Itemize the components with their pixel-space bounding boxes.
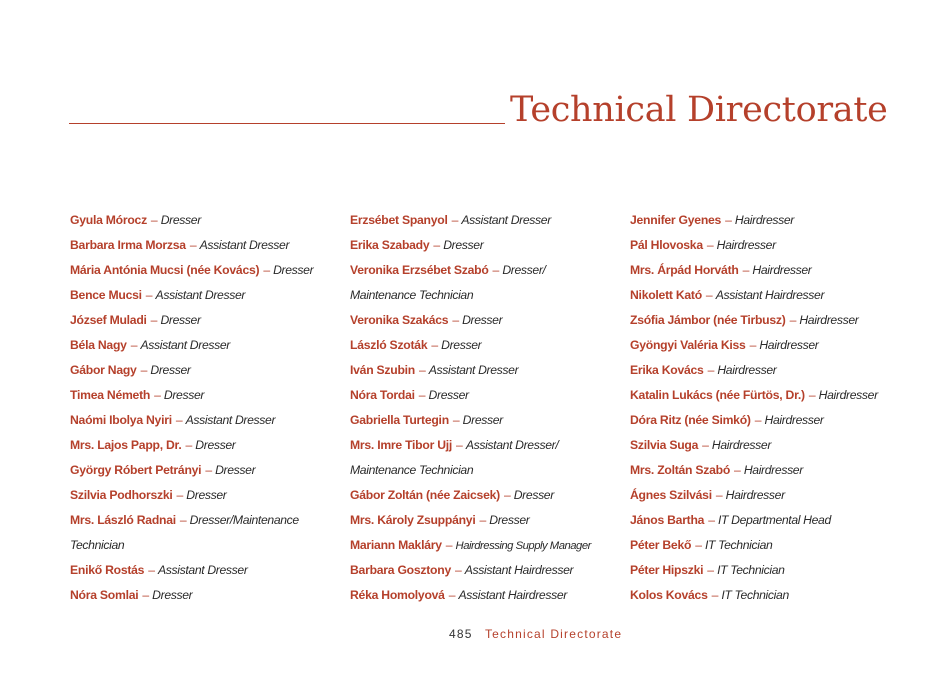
staff-entry <box>630 233 900 258</box>
separator-dash: – <box>503 488 511 502</box>
staff-role: IT Departmental Head <box>718 513 831 527</box>
staff-name: Katalin Lukács (née Fürtös, Dr.) <box>630 388 805 402</box>
staff-role: Assistant Dresser/ <box>465 438 559 452</box>
staff-entry <box>630 483 900 508</box>
separator-dash: – <box>734 463 741 477</box>
staff-name: Mária Antónia Mucsi (née Kovács) <box>70 263 260 277</box>
staff-role: Hairdresser <box>759 338 819 352</box>
staff-role: Hairdresser <box>752 263 812 277</box>
separator-dash: – <box>130 338 138 352</box>
staff-role: Hairdresser <box>818 388 878 402</box>
staff-role: Dresser <box>273 263 314 277</box>
staff-entry <box>70 508 340 533</box>
separator-dash: – <box>452 313 460 327</box>
separator-dash: – <box>725 213 732 227</box>
staff-name: Timea Németh <box>70 388 151 402</box>
staff-entry <box>630 433 900 458</box>
staff-name: Nikolett Kató <box>630 288 702 302</box>
staff-role: Dresser/Maintenance <box>189 513 299 527</box>
separator-dash: – <box>176 488 184 502</box>
staff-role: Dresser <box>163 388 205 402</box>
staff-entry <box>350 233 620 258</box>
staff-name: Gábor Zoltán (née Zaicsek) <box>350 488 500 502</box>
staff-entry <box>350 408 620 433</box>
staff-name: Pál Hlovoska <box>630 238 703 252</box>
staff-name: Zsófia Jámbor (née Tirbusz) <box>630 313 786 327</box>
separator-dash: – <box>431 338 439 352</box>
staff-role: Hairdresser <box>711 438 772 452</box>
separator-dash: – <box>708 513 715 527</box>
separator-dash: – <box>707 563 715 577</box>
separator-dash: – <box>742 263 750 277</box>
staff-entry <box>630 358 900 383</box>
staff-entry <box>350 458 620 483</box>
page-footer <box>449 627 622 641</box>
staff-role: Assistant Hairdresser <box>458 588 567 602</box>
staff-entry <box>630 258 900 283</box>
staff-role: Dresser <box>160 213 201 227</box>
staff-name: György Róbert Petrányi <box>70 463 202 477</box>
staff-role: Assistant Hairdresser <box>715 288 825 302</box>
staff-name: Jennifer Gyenes <box>630 213 722 227</box>
staff-name: Gábor Nagy <box>70 363 137 377</box>
staff-entry <box>630 283 900 308</box>
staff-role: Assistant Dresser <box>155 288 246 302</box>
separator-dash: – <box>492 263 500 277</box>
separator-dash: – <box>433 238 441 252</box>
separator-dash: – <box>205 463 213 477</box>
staff-role: Dresser/ <box>502 263 546 277</box>
staff-role: Dresser <box>152 588 193 602</box>
separator-dash: – <box>154 388 161 402</box>
separator-dash: – <box>452 413 460 427</box>
staff-entry <box>630 333 900 358</box>
separator-dash: – <box>150 213 158 227</box>
staff-name: Gabriella Turtegin <box>350 413 449 427</box>
staff-role: Maintenance Technician <box>350 288 474 302</box>
staff-role: Technician <box>70 538 125 552</box>
staff-name: Kolos Kovács <box>630 588 708 602</box>
staff-entry <box>350 383 620 408</box>
staff-entry <box>630 458 900 483</box>
staff-role: Dresser <box>513 488 554 502</box>
staff-name: Bence Mucsi <box>70 288 142 302</box>
separator-dash: – <box>789 313 797 327</box>
separator-dash: – <box>448 588 456 602</box>
separator-dash: – <box>454 563 462 577</box>
staff-role: Assistant Hairdresser <box>464 563 574 577</box>
page-number: 485 <box>449 627 473 641</box>
staff-entry <box>350 533 620 558</box>
staff-entry <box>70 308 340 333</box>
separator-dash: – <box>711 588 719 602</box>
staff-role: Dresser <box>160 313 201 327</box>
staff-name: Péter Hipszki <box>630 563 704 577</box>
staff-entry <box>350 308 620 333</box>
separator-dash: – <box>418 363 426 377</box>
staff-role: Hairdresser <box>743 463 803 477</box>
separator-dash: – <box>754 413 762 427</box>
footer-section-title: Technical Directorate <box>484 627 623 641</box>
staff-name: Erika Szabady <box>350 238 430 252</box>
staff-name: Péter Bekő <box>630 538 692 552</box>
staff-name: Veronika Erzsébet Szabó <box>350 263 489 277</box>
staff-entry <box>350 433 620 458</box>
staff-role: Assistant Dresser <box>140 338 231 352</box>
staff-column-3 <box>630 208 900 608</box>
separator-dash: – <box>140 363 148 377</box>
staff-role: Dresser <box>462 313 503 327</box>
staff-entry <box>70 583 340 608</box>
staff-role: Hairdresser <box>734 213 795 227</box>
staff-role: IT Technician <box>717 563 785 577</box>
staff-entry <box>70 383 340 408</box>
staff-role: Dresser <box>215 463 256 477</box>
staff-name: Gyula Mórocz <box>70 213 147 227</box>
staff-name: Mrs. Zoltán Szabó <box>630 463 731 477</box>
staff-entry <box>630 408 900 433</box>
separator-dash: – <box>705 288 713 302</box>
staff-role: Assistant Dresser <box>185 413 276 427</box>
separator-dash: – <box>451 213 459 227</box>
staff-entry <box>350 333 620 358</box>
staff-role: Hairdresser <box>764 413 824 427</box>
staff-column-2 <box>350 208 620 608</box>
separator-dash: – <box>749 338 757 352</box>
staff-role: Hairdresser <box>799 313 859 327</box>
separator-dash: – <box>263 263 271 277</box>
staff-entry <box>350 508 620 533</box>
staff-entry <box>350 258 620 283</box>
separator-dash: – <box>706 238 714 252</box>
staff-entry <box>70 408 340 433</box>
staff-entry <box>630 308 900 333</box>
staff-name: Gyöngyi Valéria Kiss <box>630 338 746 352</box>
staff-role: Hairdressing Supply Manager <box>455 540 591 552</box>
staff-name: József Muladi <box>70 313 147 327</box>
staff-entry <box>70 233 340 258</box>
page-title: Technical Directorate <box>510 90 888 130</box>
staff-name: Veronika Szakács <box>350 313 449 327</box>
staff-entry <box>70 208 340 233</box>
staff-name: Nóra Tordai <box>350 388 415 402</box>
staff-name: Réka Homolyová <box>350 588 445 602</box>
staff-entry <box>630 208 900 233</box>
separator-dash: – <box>715 488 723 502</box>
separator-dash: – <box>145 288 153 302</box>
staff-name: Erzsébet Spanyol <box>350 213 448 227</box>
staff-entry <box>350 483 620 508</box>
staff-entry <box>350 283 620 308</box>
staff-entry <box>350 583 620 608</box>
staff-name: Barbara Irma Morzsa <box>70 238 186 252</box>
staff-entry <box>70 333 340 358</box>
staff-name: Dóra Ritz (née Simkó) <box>630 413 751 427</box>
staff-name: Mrs. Károly Zsuppányi <box>350 513 476 527</box>
staff-entry <box>630 583 900 608</box>
staff-entry <box>630 508 900 533</box>
staff-entry <box>350 208 620 233</box>
staff-name: Ágnes Szilvási <box>630 488 712 502</box>
staff-name: Enikő Rostás <box>70 563 145 577</box>
staff-role: Assistant Dresser <box>199 238 290 252</box>
staff-name: Szilvia Podhorszki <box>70 488 173 502</box>
staff-entry <box>630 383 900 408</box>
staff-entry <box>630 558 900 583</box>
header-rule <box>69 123 505 124</box>
staff-role: Hairdresser <box>716 238 776 252</box>
staff-role: Dresser <box>441 338 482 352</box>
separator-dash: – <box>479 513 487 527</box>
staff-entry <box>70 283 340 308</box>
staff-name: Béla Nagy <box>70 338 127 352</box>
staff-name: Erika Kovács <box>630 363 704 377</box>
staff-entry <box>70 433 340 458</box>
separator-dash: – <box>148 563 155 577</box>
separator-dash: – <box>150 313 158 327</box>
staff-entry <box>70 458 340 483</box>
staff-column-1 <box>70 208 340 608</box>
separator-dash: – <box>179 513 187 527</box>
staff-entry <box>70 358 340 383</box>
staff-entry <box>350 358 620 383</box>
staff-entry <box>350 558 620 583</box>
staff-role: Hairdresser <box>717 363 777 377</box>
staff-entry <box>70 558 340 583</box>
staff-role: IT Technician <box>721 588 789 602</box>
separator-dash: – <box>445 538 453 552</box>
staff-entry <box>70 483 340 508</box>
staff-entry <box>70 258 340 283</box>
staff-entry <box>630 533 900 558</box>
staff-name: Mariann Makláry <box>350 538 442 552</box>
staff-name: Mrs. Lajos Papp, Dr. <box>70 438 182 452</box>
staff-role: Dresser <box>150 363 191 377</box>
separator-dash: – <box>695 538 702 552</box>
staff-name: János Bartha <box>630 513 705 527</box>
staff-role: Assistant Dresser <box>428 363 519 377</box>
staff-role: Assistant Dresser <box>158 563 248 577</box>
staff-role: Dresser <box>489 513 530 527</box>
staff-role: Hairdresser <box>725 488 785 502</box>
staff-role: Dresser <box>462 413 503 427</box>
staff-name: Mrs. László Radnai <box>70 513 176 527</box>
staff-name: Mrs. Imre Tibor Ujj <box>350 438 453 452</box>
staff-name: Nóra Somlai <box>70 588 139 602</box>
separator-dash: – <box>175 413 183 427</box>
staff-name: László Szoták <box>350 338 428 352</box>
separator-dash: – <box>702 438 709 452</box>
staff-name: Szilvia Suga <box>630 438 699 452</box>
staff-name: Iván Szubin <box>350 363 415 377</box>
staff-role: Maintenance Technician <box>350 463 474 477</box>
separator-dash: – <box>185 438 193 452</box>
separator-dash: – <box>142 588 150 602</box>
staff-role: Dresser <box>186 488 227 502</box>
staff-name: Mrs. Árpád Horváth <box>630 263 739 277</box>
staff-role: Dresser <box>443 238 484 252</box>
staff-role: Dresser <box>428 388 469 402</box>
staff-role: Dresser <box>195 438 236 452</box>
separator-dash: – <box>189 238 197 252</box>
separator-dash: – <box>418 388 426 402</box>
staff-name: Naómi Ibolya Nyiri <box>70 413 172 427</box>
staff-role: Assistant Dresser <box>461 213 551 227</box>
separator-dash: – <box>808 388 816 402</box>
staff-entry <box>70 533 340 558</box>
staff-role: IT Technician <box>704 538 773 552</box>
separator-dash: – <box>456 438 463 452</box>
staff-name: Barbara Gosztony <box>350 563 451 577</box>
separator-dash: – <box>707 363 715 377</box>
